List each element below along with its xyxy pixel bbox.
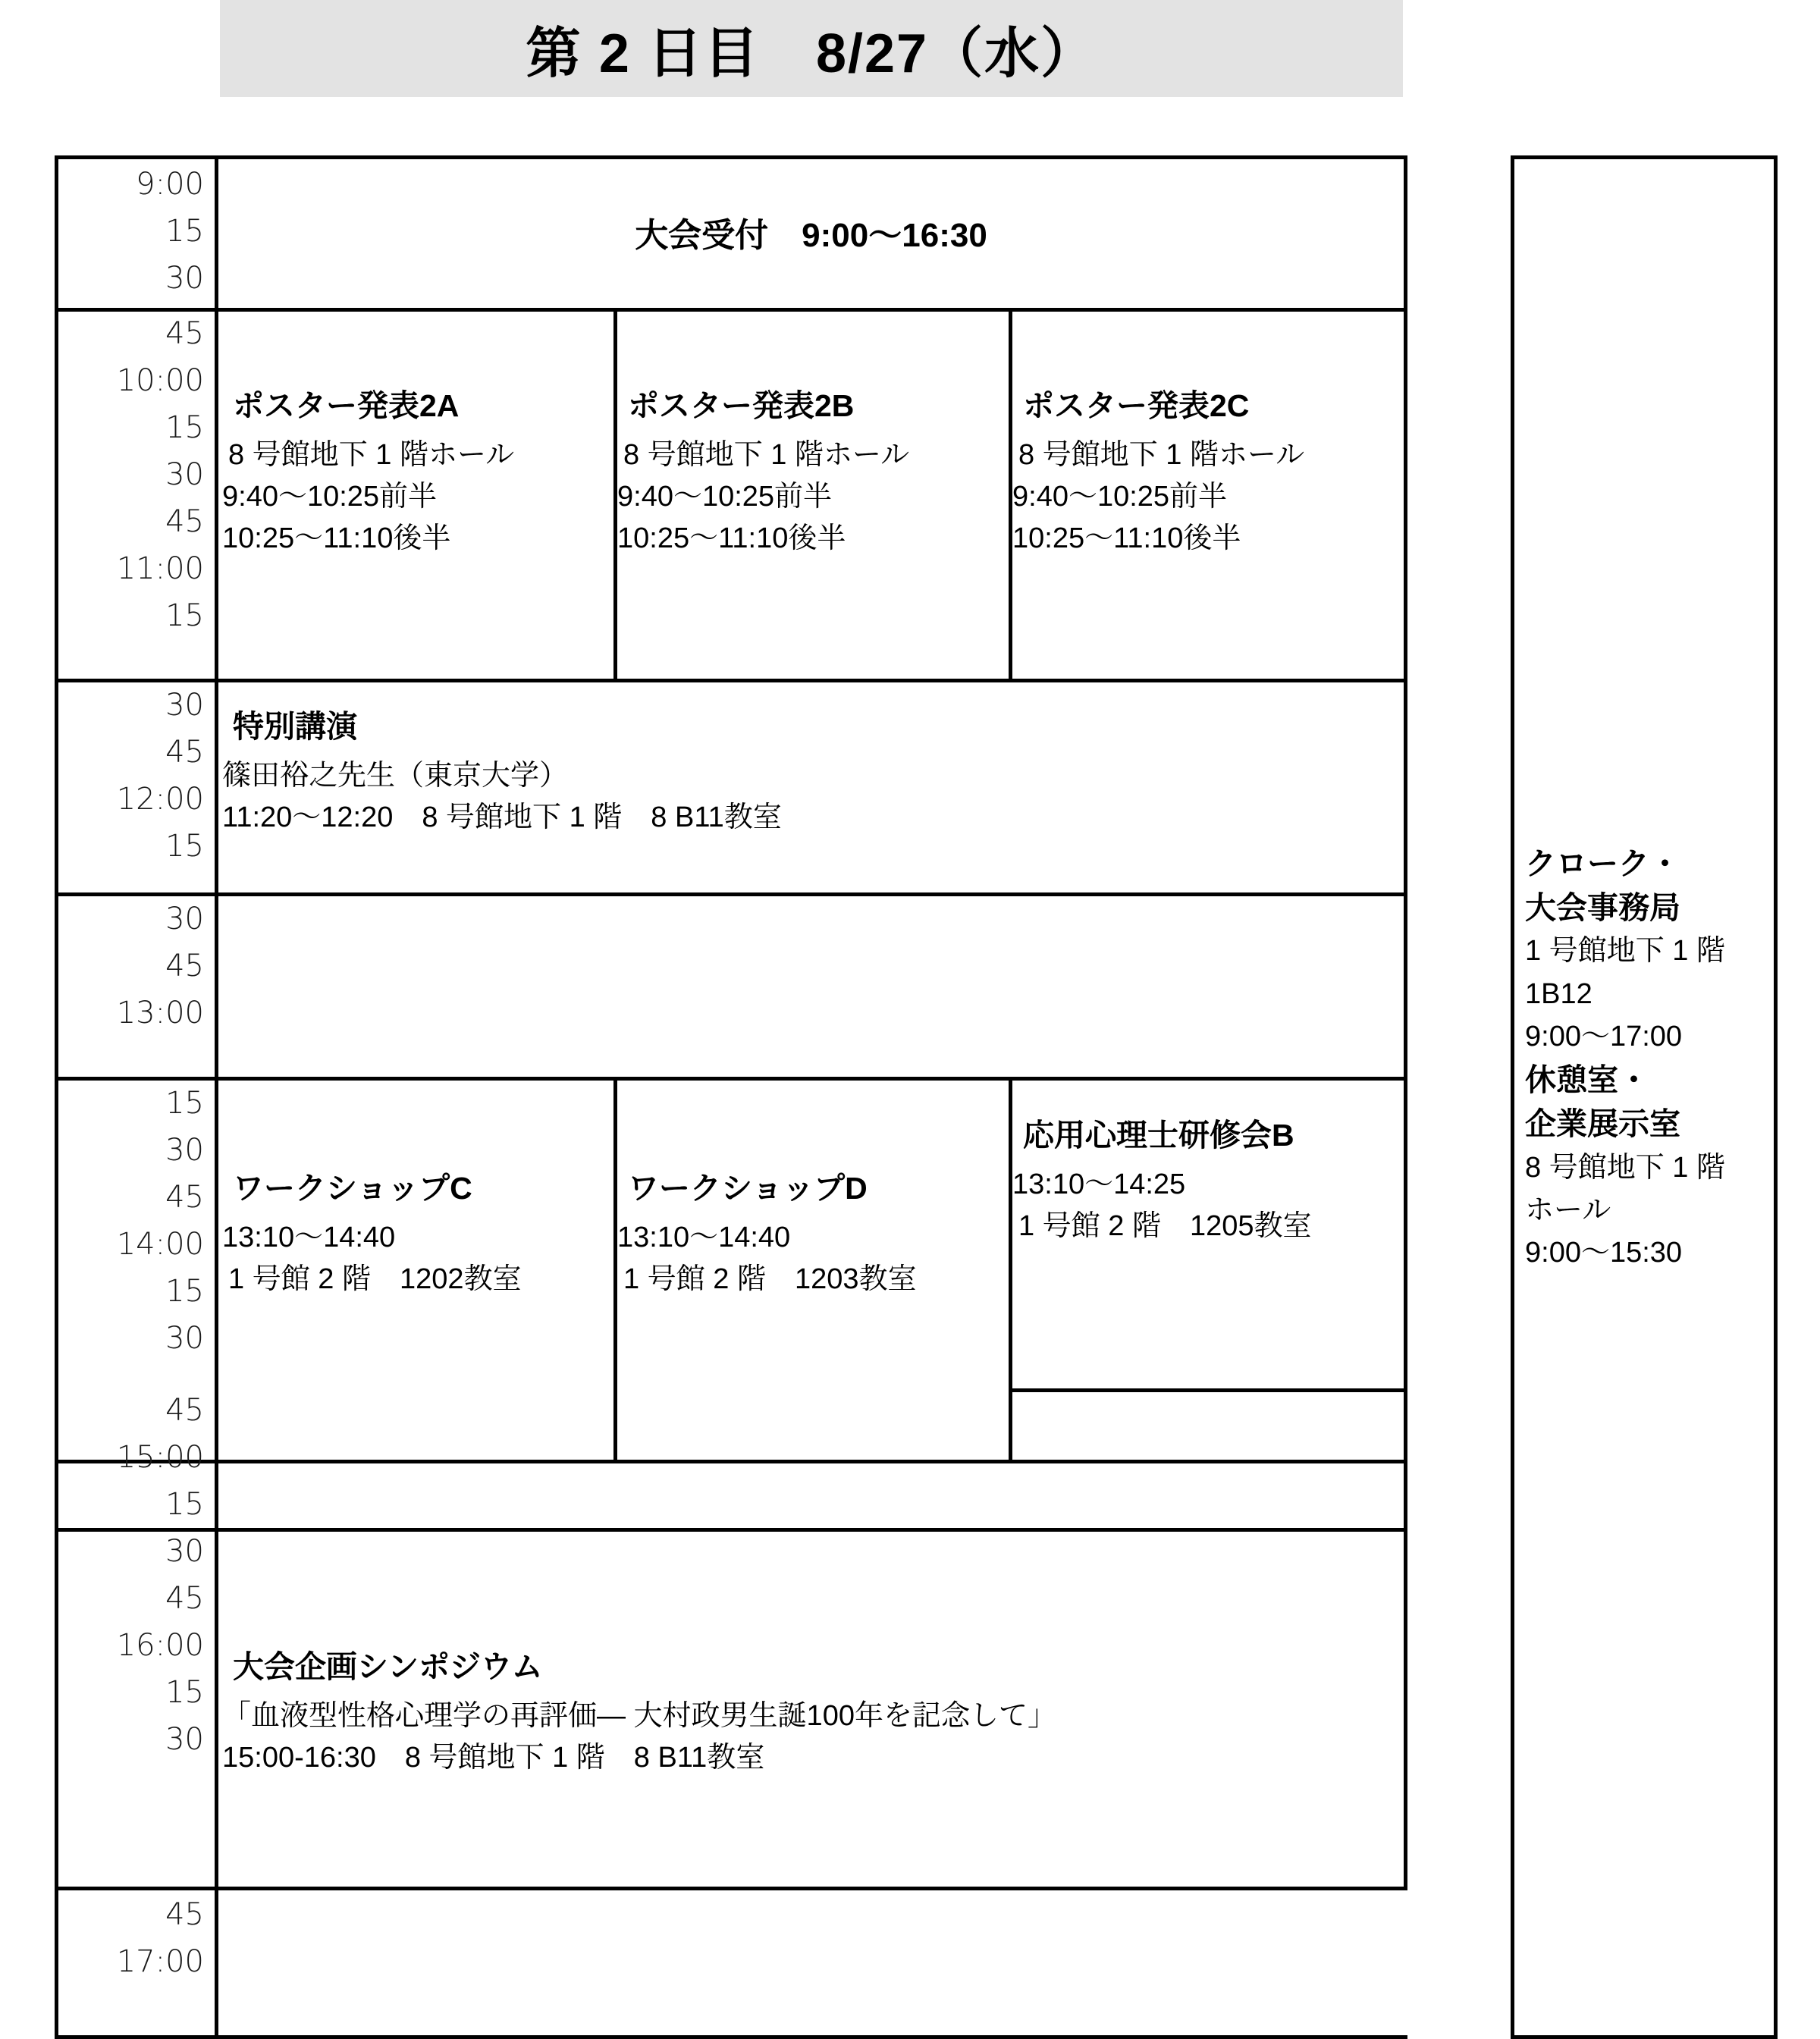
session-reception[interactable] (218, 155, 1404, 308)
cloak-office-head-line1: クローク・ (1525, 846, 1680, 881)
session-workshop-d[interactable] (617, 1077, 1009, 1460)
cloak-office-block[interactable] (1525, 842, 1775, 1058)
time-label: 15 (165, 829, 204, 864)
poster-2c-venue: 8 号館地下 1 階ホール (1018, 439, 1305, 472)
time-label: 30 (165, 1534, 204, 1569)
lounge-exhibit-head-line2: 企業展示室 (1525, 1106, 1680, 1142)
workshop-c-title: ワークショップC (233, 1171, 472, 1206)
special-lecture-time: 11:20～12:20 8 号館地下 1 階 8 B11教室 (222, 801, 782, 834)
time-label: 30 (165, 1133, 204, 1168)
cloak-office-hours: 9:00～17:00 (1525, 1020, 1683, 1052)
time-label: 15 (165, 410, 204, 445)
time-label: 14:00 (116, 1227, 204, 1262)
session-poster-2a[interactable] (222, 308, 613, 679)
time-label: 15 (165, 1274, 204, 1309)
special-lecture-title: 特別講演 (233, 709, 357, 744)
time-label: 15 (165, 598, 204, 633)
session-special-lecture[interactable] (222, 679, 1404, 892)
poster-2a-first: 9:40～10:25前半 (222, 481, 438, 513)
session-symposium[interactable] (222, 1528, 1404, 1887)
time-label: 15 (165, 1487, 204, 1522)
time-label: 17:00 (116, 1944, 204, 1979)
time-label: 45 (165, 504, 204, 539)
workshop-c-venue: 1 号館 2 階 1202教室 (228, 1263, 522, 1296)
poster-2a-title: ポスター発表2A (233, 388, 460, 423)
time-label: 30 (165, 1321, 204, 1356)
time-label: 16:00 (116, 1628, 204, 1663)
reception-label: 大会受付 9:00～16:30 (635, 216, 987, 254)
poster-2b-second: 10:25～11:10後半 (617, 522, 846, 555)
symposium-time: 15:00-16:30 8 号館地下 1 階 8 B11教室 (222, 1742, 765, 1774)
page-title-banner (220, 0, 1403, 97)
lounge-exhibit-venue: 8 号館地下 1 階 (1525, 1151, 1725, 1184)
time-label: 45 (165, 1393, 204, 1428)
page-title: 第 2 日目 8/27（水） (526, 24, 1097, 84)
time-label: 11:00 (116, 551, 204, 586)
poster-2a-venue: 8 号館地下 1 階ホール (228, 439, 515, 472)
workshop-d-venue: 1 号館 2 階 1203教室 (623, 1263, 917, 1296)
time-label: 45 (165, 1180, 204, 1215)
session-break-empty (222, 892, 1404, 1077)
poster-2b-first: 9:40～10:25前半 (617, 481, 833, 513)
grid-bottom-border (55, 2035, 1407, 2039)
time-label: 30 (165, 457, 204, 492)
schedule-grid (55, 155, 1407, 2039)
time-label: 45 (165, 316, 204, 351)
training-b-title: 応用心理士研修会B (1023, 1118, 1294, 1153)
time-label: 30 (165, 261, 204, 296)
cloak-office-room: 1B12 (1525, 977, 1592, 1010)
lounge-exhibit-head-line1: 休憩室・ (1525, 1062, 1649, 1098)
training-b-time: 13:10～14:25 (1012, 1169, 1186, 1201)
lounge-exhibit-venue2: ホール (1525, 1194, 1611, 1226)
cloak-office-head-line2: 大会事務局 (1525, 890, 1680, 926)
time-label: 9:00 (136, 167, 204, 202)
time-label: 15:00 (116, 1440, 204, 1475)
time-label: 15 (165, 1086, 204, 1121)
session-trailing-empty (222, 1887, 1404, 2035)
info-box (1511, 155, 1778, 2039)
training-b-venue: 1 号館 2 階 1205教室 (1018, 1210, 1312, 1243)
session-training-b[interactable] (1012, 1077, 1404, 1388)
time-label: 30 (165, 688, 204, 723)
workshop-c-time: 13:10～14:40 (222, 1222, 396, 1254)
session-poster-2c[interactable] (1012, 308, 1404, 679)
time-label: 45 (165, 1581, 204, 1616)
time-label: 30 (165, 1722, 204, 1757)
symposium-title: 大会企画シンポジウム (233, 1649, 543, 1684)
time-label: 13:00 (116, 996, 204, 1030)
time-label: 45 (165, 735, 204, 770)
time-label: 12:00 (116, 782, 204, 817)
time-label: 10:00 (116, 363, 204, 398)
info-box-content (1525, 842, 1775, 1274)
time-label: 45 (165, 949, 204, 983)
time-label: 15 (165, 1675, 204, 1710)
time-label: 45 (165, 1897, 204, 1932)
workshop-d-time: 13:10～14:40 (617, 1222, 791, 1254)
session-spacer-empty (222, 1460, 1404, 1528)
special-lecture-speaker: 篠田裕之先生（東京大学） (222, 760, 569, 792)
session-poster-2b[interactable] (617, 308, 1009, 679)
time-label: 30 (165, 902, 204, 936)
poster-2c-title: ポスター発表2C (1023, 388, 1250, 423)
time-axis-column (55, 155, 218, 2039)
lounge-exhibit-block[interactable] (1525, 1058, 1775, 1274)
poster-2b-title: ポスター発表2B (628, 388, 855, 423)
time-label: 15 (165, 214, 204, 249)
workshop-d-title: ワークショップD (628, 1171, 868, 1206)
session-workshop-c[interactable] (222, 1077, 613, 1460)
poster-2c-second: 10:25～11:10後半 (1012, 522, 1241, 555)
training-bottom-line (1009, 1388, 1404, 1392)
grid-right-border (1404, 155, 1407, 1887)
symposium-subtitle: 「血液型性格心理学の再評価— 大村政男生誕100年を記念して」 (222, 1700, 1056, 1733)
poster-2a-second: 10:25～11:10後半 (222, 522, 451, 555)
lounge-exhibit-hours: 9:00～15:30 (1525, 1237, 1683, 1269)
cloak-office-venue: 1 号館地下 1 階 (1525, 935, 1725, 968)
poster-2b-venue: 8 号館地下 1 階ホール (623, 439, 910, 472)
poster-2c-first: 9:40～10:25前半 (1012, 481, 1228, 513)
